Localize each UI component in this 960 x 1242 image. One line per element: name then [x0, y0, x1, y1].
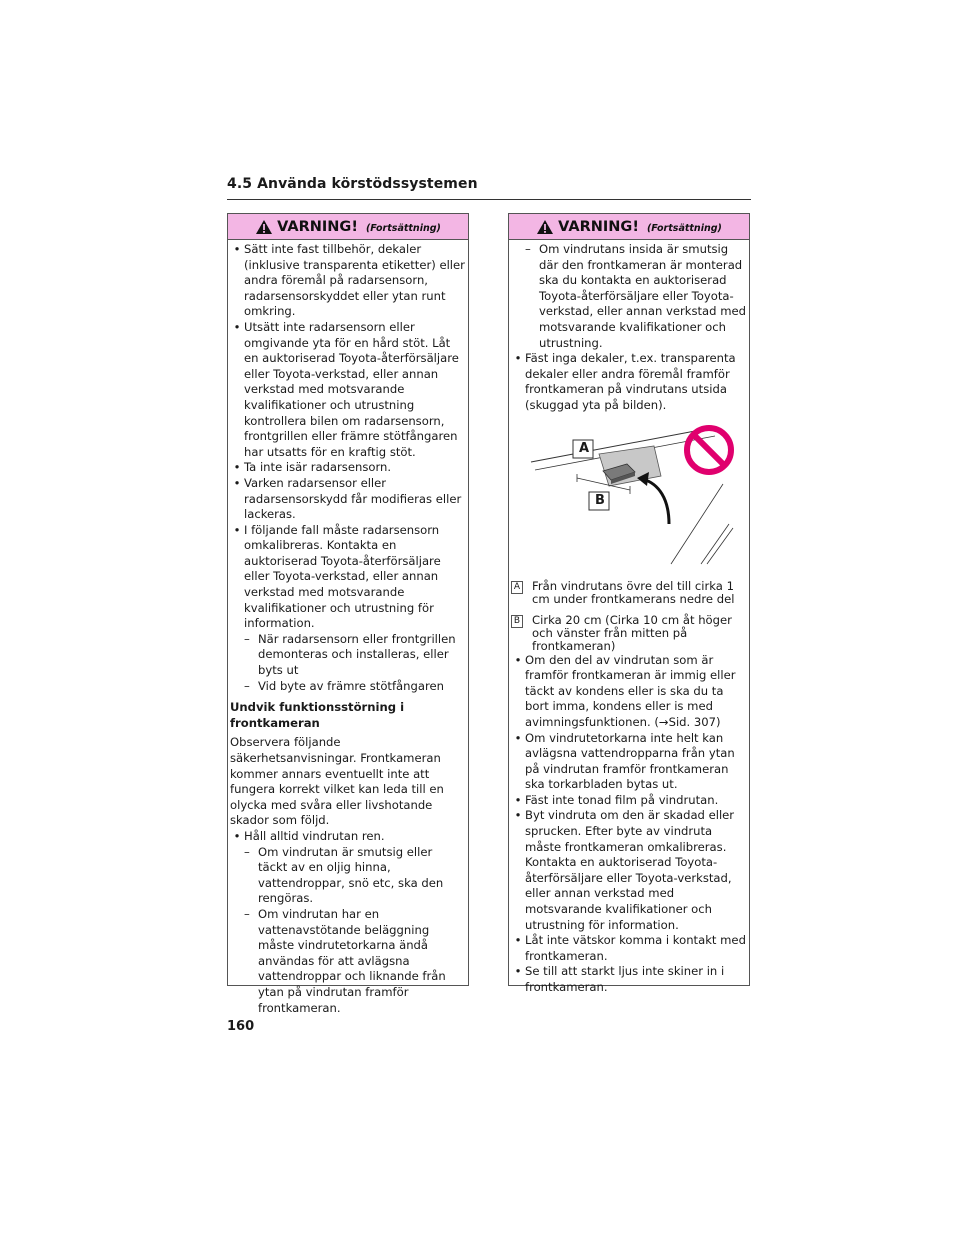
warning-header: [509, 214, 749, 240]
item-text: I följande fall måste radarsensorn omkalibreras. Kontakta en auktoriserad Toyota-återförsäljare eller Toyota-verkstad, eller annan verkstad med motsvarande kvalifikationer och utrustning för information.: [244, 522, 441, 631]
warning-icon: [536, 219, 554, 235]
sub-item: [230, 907, 465, 1016]
warning-body-left: [228, 240, 468, 1016]
sub-item: [230, 845, 465, 907]
dash-marker: –: [244, 678, 250, 693]
item-text: Om vindrutan är smutsig eller täckt av en oljig hinna, vattendroppar, snö etc, ska den rengöras.: [258, 844, 444, 906]
item-text: Håll alltid vindrutan ren.: [244, 828, 385, 843]
figure-label-b: B: [595, 492, 605, 508]
dash-marker: –: [244, 844, 250, 859]
item-text: Om vindrutan har en vattenavstötande beläggning måste vindrutetorkarna ändå användas för att avlägsna vattendroppar och liknande från ytan på vindrutan framför frontkameran.: [258, 906, 446, 1015]
legend-letter: B: [511, 615, 523, 628]
item-text: Varken radarsensor eller radarsensorskydd får modifieras eller lackeras.: [244, 475, 462, 522]
figure-label-a: A: [579, 440, 590, 456]
section-rule: [227, 199, 751, 200]
warning-box-left: [227, 213, 469, 1015]
bullet-marker: •: [514, 808, 522, 823]
item-text: Sätt inte fast tillbehör, dekaler (inklusive transparenta etiketter) eller andra föremål på radarsensorn, radarsensorskyddet eller ytan runt omkring.: [244, 242, 465, 319]
bullet-item: [511, 731, 746, 793]
bullet-item: [230, 523, 465, 632]
dash-marker: –: [244, 631, 250, 646]
bullet-marker: •: [233, 522, 241, 537]
bullet-marker: •: [233, 242, 241, 256]
sub-item: [511, 242, 746, 351]
bullet-item: [230, 320, 465, 460]
warning-icon: [255, 219, 273, 235]
legend-item: [511, 580, 746, 606]
item-text: Se till att starkt ljus inte skiner in i frontkameran.: [525, 964, 725, 994]
bullet-marker: •: [514, 730, 522, 745]
legend-text: Från vindrutans övre del till cirka 1 cm under frontkamerans nedre del: [532, 578, 735, 606]
bullet-marker: •: [233, 460, 241, 475]
warning-label: VARNING!: [558, 218, 639, 235]
bullet-marker: •: [233, 828, 241, 843]
legend-text: Cirka 20 cm (Cirka 10 cm åt höger och vänster från mitten på frontkameran): [532, 612, 732, 653]
warning-label: VARNING!: [277, 218, 358, 235]
bullet-item: [511, 933, 746, 964]
right-bottom-items: [511, 653, 746, 996]
bullet-item: [230, 476, 465, 523]
bullet-marker: •: [514, 351, 522, 366]
warning-continued: (Fortsättning): [365, 222, 441, 234]
prohibit-icon: [687, 428, 731, 472]
bullet-marker: •: [514, 652, 522, 667]
bullet-item: [511, 808, 746, 933]
sub-item: [230, 632, 465, 679]
item-text: Låt inte vätskor komma i kontakt med frontkameran.: [525, 933, 746, 963]
bullet-marker: •: [233, 319, 241, 334]
page-number: 160: [227, 1019, 255, 1034]
item-text: Om den del av vindrutan som är framför frontkameran är immig eller täckt av kondens eller is ska du ta bort imma, kondens eller is med avimningsfunktionen. (→Sid. 307): [525, 652, 736, 729]
bullet-item: [230, 460, 465, 476]
legend-letter: A: [511, 581, 523, 594]
item-text: Om vindrutetorkarna inte helt kan avlägsna vattendropparna från ytan på vindrutan framför frontkameran ska torkarbladen bytas ut.: [525, 730, 735, 792]
section-title: 4.5 Använda körstödssystemen: [227, 176, 478, 192]
item-text: När radarsensorn eller frontgrillen demonteras och installeras, eller byts ut: [258, 631, 456, 678]
item-text: Ta inte isär radarsensorn.: [244, 460, 392, 475]
bullet-item: [511, 964, 746, 995]
bullet-marker: •: [233, 475, 241, 490]
subheading: Undvik funktionsstörning i frontkameran: [230, 700, 405, 730]
warning-box-right: [508, 213, 750, 994]
item-text: Om vindrutans insida är smutsig där den frontkameran är monterad ska du kontakta en auktoriserad Toyota-återförsäljare eller Toyota-verkstad, eller annan verkstad med motsvarande kvalifikationer och utrustning.: [539, 242, 746, 350]
legend-item: [511, 614, 746, 653]
item-text: Vid byte av främre stötfångaren: [258, 678, 444, 693]
bullet-item: [230, 829, 465, 845]
warning-body-right: [509, 240, 749, 996]
bullet-item: [511, 793, 746, 809]
bullet-item: [230, 242, 465, 320]
item-text: Fäst inga dekaler, t.ex. transparenta dekaler eller andra föremål framför frontkameran på vindrutans utsida (skuggad yta på bilden).: [525, 351, 736, 412]
bullet-marker: •: [514, 933, 522, 948]
windshield-diagram: [511, 424, 747, 574]
warning-continued: (Fortsättning): [646, 222, 722, 234]
bullet-marker: •: [514, 964, 522, 979]
right-top-items: [511, 242, 746, 414]
dash-marker: –: [525, 242, 531, 256]
paragraph: Observera följande säkerhetsanvisningar. Frontkameran kommer annars eventuellt inte att fungera korrekt vilket kan leda till en olycka med svåra eller livshotande skador som följd.: [230, 735, 444, 828]
bullet-marker: •: [514, 792, 522, 807]
bullet-item: [511, 653, 746, 731]
figure-legend: [511, 580, 746, 653]
item-text: Byt vindruta om den är skadad eller sprucken. Efter byte av vindruta måste frontkameran omkalibreras. Kontakta en auktoriserad Toyota-återförsäljare eller Toyota-verkstad, eller annan verkstad med motsvarande kvalifikationer och utrustning för information.: [525, 808, 735, 932]
item-text: Utsätt inte radarsensorn eller omgivande yta för en hård stöt. Låt en auktoriserad Toyota-återförsäljare eller Toyota-verkstad, eller annan verkstad med motsvarande kvalifikationer och utrustning kontrollera bilen om radarsensorn, frontgrillen eller främre stötfångaren har utsatts för en kraftig stöt.: [244, 319, 459, 459]
sub-item: [230, 679, 465, 695]
windshield-camera-figure: [511, 424, 746, 574]
bullet-item: [511, 351, 746, 413]
warning-header: [228, 214, 468, 240]
dash-marker: –: [244, 906, 250, 921]
item-text: Fäst inte tonad film på vindrutan.: [525, 792, 719, 807]
